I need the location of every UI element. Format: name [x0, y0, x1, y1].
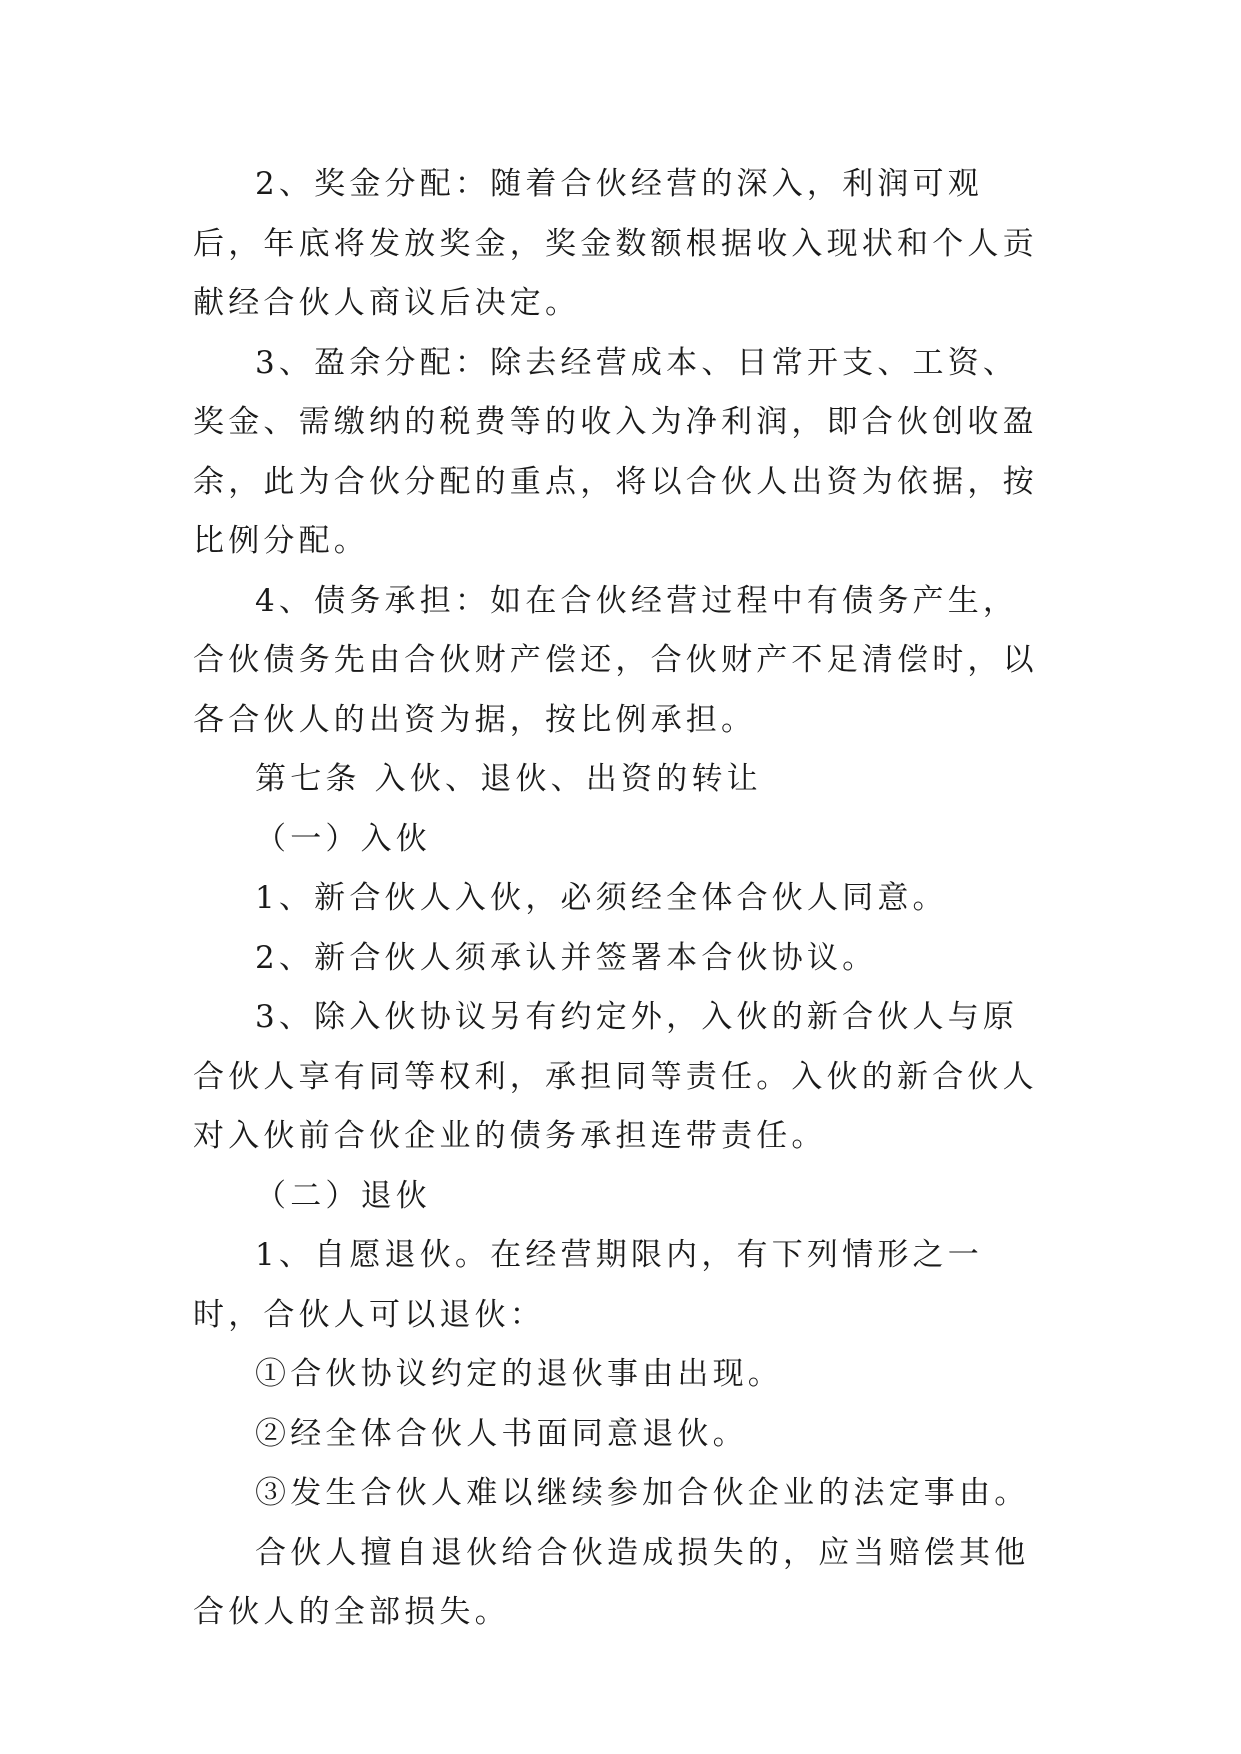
- paragraph-bonus-distribution: 2、奖金分配：随着合伙经营的深入，利润可观后，年底将发放奖金，奖金数额根据收入现状和个人贡献经合伙人商议后决定。: [193, 166, 1038, 321]
- paragraph-voluntary-withdrawal: 1、自愿退伙。在经营期限内，有下列情形之一时，合伙人可以退伙：: [193, 1237, 983, 1333]
- paragraph-unauthorized-withdrawal: 合伙人擅自退伙给合伙造成损失的，应当赔偿其他合伙人的全部损失。: [193, 1534, 1030, 1630]
- paragraph-surplus-distribution: 3、盈余分配：除去经营成本、日常开支、工资、奖金、需缴纳的税费等的收入为净利润，即合伙创收盈余，此为合伙分配的重点，将以合伙人出资为依据，按比例分配。: [193, 344, 1038, 559]
- list-item-withdrawal-3: ③发生合伙人难以继续参加合伙企业的法定事由。: [255, 1475, 1030, 1511]
- section-joining-heading: （一）入伙: [255, 820, 431, 857]
- list-item-withdrawal-2: ②经全体合伙人书面同意退伙。: [255, 1415, 748, 1452]
- paragraph-joining-rights: 3、除入伙协议另有约定外，入伙的新合伙人与原合伙人享有同等权利，承担同等责任。入伙的新合伙人对入伙前合伙企业的债务承担连带责任。: [193, 999, 1038, 1154]
- section-withdrawal-heading: （二）退伙: [255, 1177, 431, 1214]
- paragraph-debt-bearing: 4、债务承担：如在合伙经营过程中有债务产生，合伙债务先由合伙财产偿还，合伙财产不足清偿时，以各合伙人的出资为据，按比例承担。: [193, 582, 1038, 738]
- paragraph-joining-sign: 2、新合伙人须承认并签署本合伙协议。: [255, 939, 878, 976]
- paragraph-joining-consent: 1、新合伙人入伙，必须经全体合伙人同意。: [255, 880, 948, 916]
- article-seven-heading: 第七条 入伙、退伙、出资的转让: [255, 761, 762, 797]
- document-body: [193, 155, 1053, 1643]
- list-item-withdrawal-1: ①合伙协议约定的退伙事由出现。: [255, 1356, 783, 1392]
